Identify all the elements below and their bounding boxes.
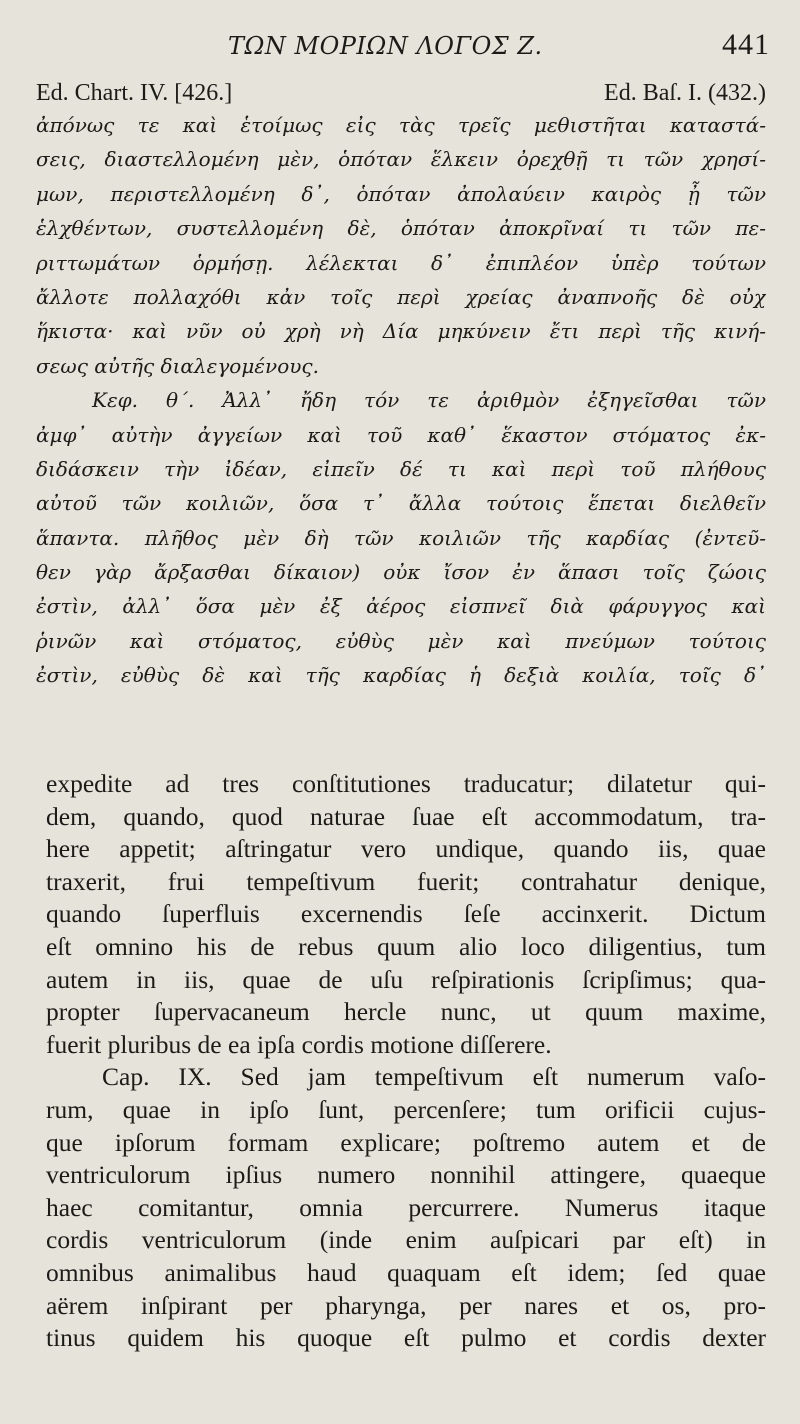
greek-line: ἐστὶν, ἀλλ᾽ ὅσα μὲν ἐξ ἀέρος εἰσπνεῖ διὰ φάρυγγος καὶ: [36, 594, 766, 619]
edition-ref-chartier: Ed. Chart. IV. [426.]: [36, 80, 233, 106]
latin-line: ventriculorum ipſius numero nonnihil attingere, quaeque: [46, 1160, 766, 1190]
latin-text-block: [46, 768, 766, 1355]
latin-line: cordis ventriculorum (inde enim auſpicari par eſt) in: [46, 1225, 766, 1255]
latin-line: omnibus animalibus haud quaquam eſt idem; ſed quae: [46, 1257, 766, 1287]
greek-line: ἥκιστα· καὶ νῦν οὐ χρὴ νὴ Δία μηκύνειν ἔτι περὶ τῆς κινή-: [36, 319, 766, 344]
latin-line: aërem inſpirant per pharynga, per nares et os, pro-: [46, 1290, 766, 1320]
greek-line: αὐτοῦ τῶν κοιλιῶν, ὅσα τ᾽ ἄλλα τούτοις ἕπεται διελθεῖν: [36, 491, 766, 516]
latin-line: rum, quae in ipſo ſunt, percenſere; tum orificii cujus-: [46, 1094, 766, 1124]
greek-chapter-heading-line: Κεφ. θ΄. Ἀλλ᾽ ἤδη τόν τε ἀριθμὸν ἐξηγεῖσθαι τῶν: [92, 388, 766, 413]
latin-line: traxerit, frui tempeſtivum fuerit; contrahatur denique,: [46, 866, 766, 896]
greek-line: ῥινῶν καὶ στόματος, εὐθὺς μὲν καὶ πνεύμων τούτοις: [36, 628, 766, 653]
latin-line: autem in iis, quae de uſu reſpirationis ſcripſimus; qua-: [46, 964, 766, 994]
greek-line: ἅπαντα. πλῆθος μὲν δὴ τῶν κοιλιῶν τῆς καρδίας (ἐντεῦ-: [36, 525, 766, 550]
greek-line: σεις, διαστελλομένη μὲν, ὁπόταν ἕλκειν ὀρεχθῇ τι τῶν χρησί-: [36, 147, 766, 172]
latin-line: here appetit; aſtringatur vero undique, quando iis, quae: [46, 834, 766, 864]
greek-line: σεως αὐτῆς διαλεγομένους.: [36, 353, 319, 378]
latin-line: tinus quidem his quoque eſt pulmo et cordis dexter: [46, 1323, 766, 1353]
latin-line: que ipſorum formam explicare; poſtremo autem et de: [46, 1127, 766, 1157]
greek-line: ἀμφ᾽ αὐτὴν ἀγγείων καὶ τοῦ καθ᾽ ἕκαστον στόματος ἐκ-: [36, 422, 766, 447]
greek-line: ριττωμάτων ὁρμήσῃ. λέλεκται δ᾽ ἐπιπλέον ὑπὲρ τούτων: [36, 250, 766, 275]
running-head: [0, 28, 800, 68]
greek-line: ἐστὶν, εὐθὺς δὲ καὶ τῆς καρδίας ἡ δεξιὰ κοιλία, τοῖς δ᾽: [36, 663, 766, 688]
edition-references: [36, 80, 766, 110]
latin-line: haec comitantur, omnia percurrere. Numerus itaque: [46, 1192, 766, 1222]
latin-line: expedite ad tres conſtitutiones traducatur; dilatetur qui-: [46, 769, 766, 798]
greek-line: ἑλχθέντων, συστελλομένη δὲ, ὁπόταν ἀποκρῖναί τι τῶν πε-: [36, 216, 766, 241]
latin-line: dem, quando, quod naturae ſuae eſt accommodatum, tra-: [46, 801, 766, 831]
page-number: 441: [722, 28, 770, 61]
greek-line: ἀπόνως τε καὶ ἑτοίμως εἰς τὰς τρεῖς μεθιστῆται καταστά-: [36, 113, 766, 137]
greek-line: μων, περιστελλομένη δ᾽, ὁπόταν ἀπολαύειν καιρὸς ᾖ τῶν: [36, 181, 766, 206]
latin-line: fuerit pluribus de ea ipſa cordis motione diſſerere.: [46, 1029, 552, 1059]
running-head-title: ΤΩΝ ΜΟΡΙΩΝ ΛΟΓΟΣ Ζ.: [228, 32, 543, 60]
greek-line: διδάσκειν τὴν ἰδέαν, εἰπεῖν δέ τι καὶ περὶ τοῦ πλήθους: [36, 456, 766, 481]
latin-line: eſt omnino his de rebus quum alio loco diligentius, tum: [46, 931, 766, 961]
latin-line: quando ſuperfluis excernendis ſeſe accinxerit. Dictum: [46, 899, 766, 929]
edition-ref-basel: Ed. Baſ. I. (432.): [604, 80, 766, 106]
latin-chapter-heading-line: Cap. IX. Sed jam tempeſtivum eſt numerum vaſo-: [102, 1062, 766, 1092]
greek-line: θεν γὰρ ἄρξασθαι δίκαιον) οὐκ ἴσον ἐν ἅπασι τοῖς ζώοις: [36, 560, 766, 585]
greek-line: ἄλλοτε πολλαχόθι κἀν τοῖς περὶ χρείας ἀναπνοῆς δὲ οὐχ: [36, 284, 766, 309]
latin-line: propter ſupervacaneum hercle nunc, ut quum maxime,: [46, 997, 766, 1027]
greek-text-block: [36, 108, 766, 693]
